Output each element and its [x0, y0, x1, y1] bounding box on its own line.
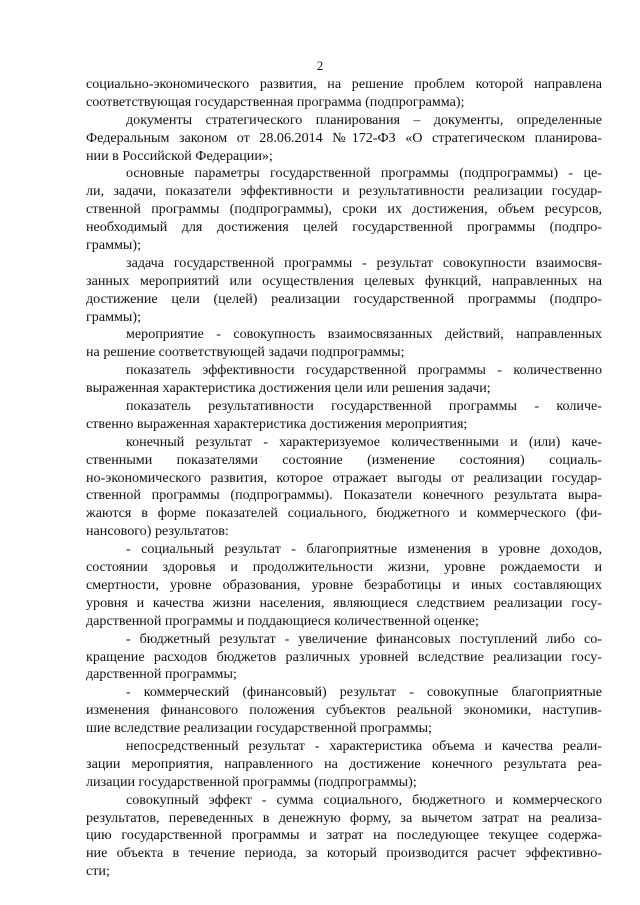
text-line: результатов, переведенных в денежную форму, за вычетом затрат на реализа-: [86, 809, 602, 826]
text-line: задача государственной программы - результат совокупности взаимосвя-: [126, 254, 602, 271]
text-line: ственной программы (подпрограммы), сроки их достижения, объем ресурсов,: [86, 201, 602, 218]
text-line: состоянии здоровья и продолжительности жизни, уровне рождаемости и: [86, 559, 602, 576]
text-line: - бюджетный результат - увеличение финансовых поступлений либо со-: [126, 630, 602, 647]
text-line: нии в Российской Федерации»;: [86, 147, 273, 164]
paragraph: [86, 684, 602, 738]
text-line: ли, задачи, показатели эффективности и результативности реализации государ-: [86, 183, 602, 200]
text-line: изменения финансового положения субъектов реальной экономики, наступив-: [86, 702, 602, 719]
body-text: [86, 76, 602, 881]
paragraph: [86, 631, 602, 685]
text-line: ственными показателями состояние (изменение состояния) социаль-: [86, 451, 602, 468]
text-line: основные параметры государственной программы (подпрограммы) - це-: [126, 165, 602, 182]
text-line: граммы);: [86, 237, 141, 254]
text-line: социально-экономического развития, на решение проблем которой направлена: [86, 76, 602, 92]
paragraph: [86, 738, 602, 792]
paragraph: [86, 398, 602, 434]
text-line: шие вследствие реализации государственной программы;: [86, 720, 432, 737]
text-line: непосредственный результат - характеристика объема и качества реали-: [126, 737, 602, 754]
text-line: ние объекта в течение периода, за который производится расчет эффективно-: [86, 845, 602, 862]
text-line: нансового) результатов:: [86, 523, 229, 540]
text-line: выраженная характеристика достижения цели или решения задачи;: [86, 380, 491, 397]
text-line: ственной программы (подпрограммы). Показатели конечного результата выра-: [86, 487, 602, 504]
text-line: сти;: [86, 863, 110, 880]
text-line: зации мероприятия, направленного на достижение конечного результата реа-: [86, 755, 602, 772]
text-line: уровня и качества жизни населения, являющиеся следствием реализации госу-: [86, 594, 602, 611]
text-line: граммы);: [86, 308, 141, 325]
paragraph: [86, 362, 602, 398]
paragraph: [86, 112, 602, 166]
text-line: достижение цели (целей) реализации государственной программы (подпро-: [86, 290, 602, 307]
text-line: - социальный результат - благоприятные изменения в уровне доходов,: [126, 541, 602, 558]
text-line: смертности, уровне образования, уровне безработицы и иных составляющих: [86, 576, 602, 593]
paragraph: [86, 792, 602, 881]
text-line: но-экономического развития, которое отражает выгоды от реализации государ-: [86, 469, 602, 486]
paragraph: [86, 434, 602, 541]
text-line: дарственной программы и поддающиеся количественной оценке;: [86, 612, 479, 629]
text-line: ственно выраженная характеристика достижения мероприятия;: [86, 415, 468, 432]
text-line: совокупный эффект - сумма социального, бюджетного и коммерческого: [126, 791, 602, 808]
text-line: Федеральным законом от 28.06.2014 №172-ФЗ «О стратегическом планирова-: [86, 129, 602, 146]
paragraph: [86, 541, 602, 630]
paragraph: [86, 76, 602, 112]
text-line: мероприятие - совокупность взаимосвязанных действий, направленных: [126, 326, 602, 343]
page-number: 2: [316, 58, 324, 73]
text-line: показатель результативности государственной программы - количе-: [126, 398, 602, 415]
text-line: - коммерческий (финансовый) результат - совокупные благоприятные: [126, 684, 602, 701]
paragraph: [86, 255, 602, 327]
text-line: занных мероприятий или осуществления целевых функций, направленных на: [86, 272, 602, 289]
text-line: жаются в форме показателей социального, бюджетного и коммерческого (фи-: [86, 505, 602, 522]
paragraph: [86, 326, 602, 362]
text-line: необходимый для достижения целей государственной программы (подпро-: [86, 219, 602, 236]
text-line: цию государственной программы и затрат на последующее текущее содержа-: [86, 827, 602, 844]
paragraph: [86, 165, 602, 254]
text-line: лизации государственной программы (подпрограммы);: [86, 773, 417, 790]
text-line: конечный результат - характеризуемое количественными и (или) каче-: [126, 433, 602, 450]
text-line: соответствующая государственная программа (подпрограмма);: [86, 93, 465, 110]
text-line: на решение соответствующей задачи подпрограммы;: [86, 344, 405, 361]
text-line: дарственной программы;: [86, 666, 237, 683]
text-line: показатель эффективности государственной программы - количественно: [126, 362, 602, 379]
text-line: документы стратегического планирования – документы, определенные: [126, 111, 602, 128]
text-line: кращение расходов бюджетов различных уровней вследствие реализации госу-: [86, 648, 602, 665]
